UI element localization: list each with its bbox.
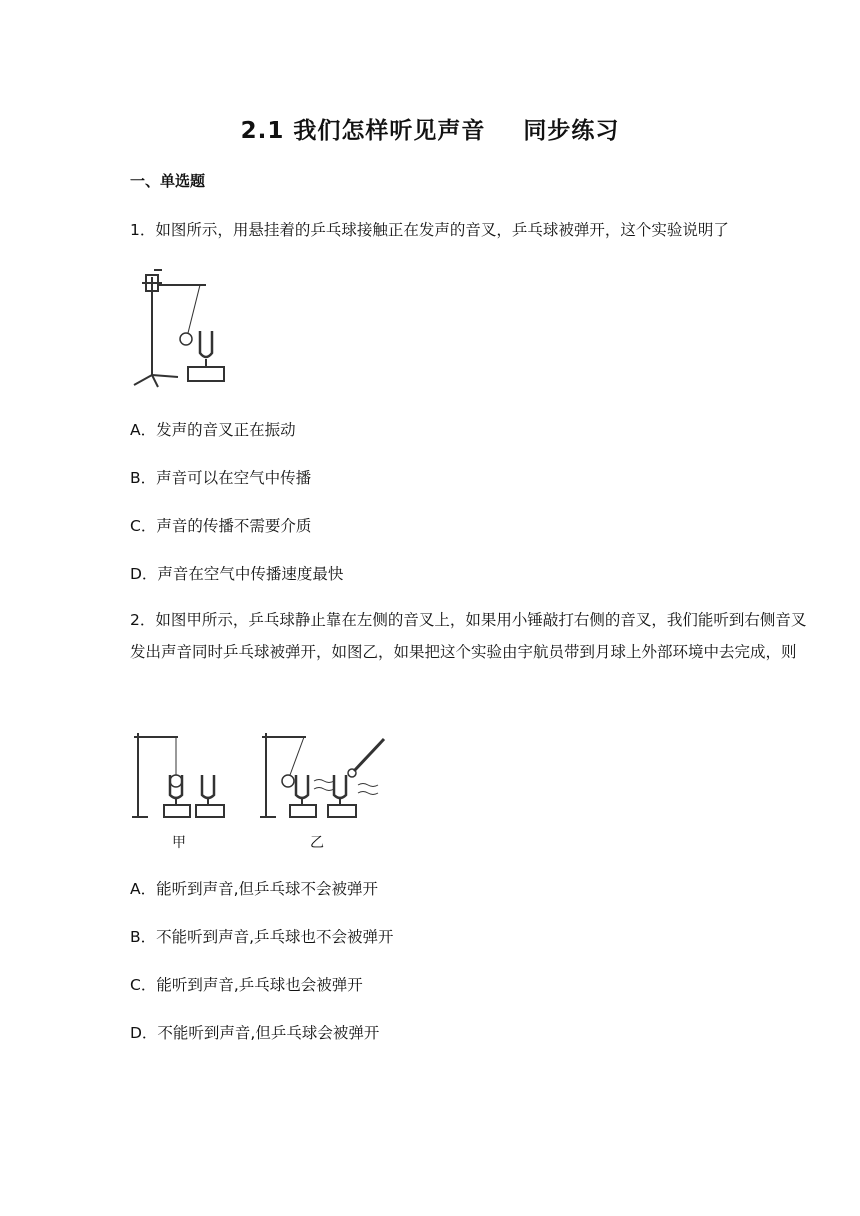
q2-option-b: B．不能听到声音,乒乓球也不会被弹开 [130,928,394,946]
section-heading: 一、单选题 [130,172,206,190]
q2-option-c: C．能听到声音,乒乓球也会被弹开 [130,976,363,994]
page-title [0,112,860,145]
tuning-fork-figure-yi [258,725,393,825]
question-1-text: 1．如图所示，用悬挂着的乒乓球接触正在发声的音叉，乒乓球被弹开，这个实验说明了 [130,221,729,239]
title-main: 2.1 我们怎样听见声音 [240,118,486,144]
q2-option-a: A．能听到声音,但乒乓球不会被弹开 [130,880,379,898]
q1-option-d: D．声音在空气中传播速度最快 [130,565,344,583]
figure-label-jia: 甲 [172,835,186,851]
figure-label-yi: 乙 [310,835,324,851]
title-sub: 同步练习 [523,118,620,144]
q1-option-a: A．发声的音叉正在振动 [130,421,296,439]
q1-option-b: B．声音可以在空气中传播 [130,469,312,487]
question-2-text: 2．如图甲所示，乒乓球静止靠在左侧的音叉上，如果用小锤敲打右侧的音叉，我们能听到右侧音叉发出声音同时乒乓球被弹开，如图乙，如果把这个实验由宇航员带到月球上外部环境中去完成，则 [130,611,807,661]
tuning-fork-figure-1 [128,265,228,390]
tuning-fork-figure-jia [130,725,240,825]
q2-option-d: D．不能听到声音,但乒乓球会被弹开 [130,1024,380,1042]
q1-option-c: C．声音的传播不需要介质 [130,517,312,535]
